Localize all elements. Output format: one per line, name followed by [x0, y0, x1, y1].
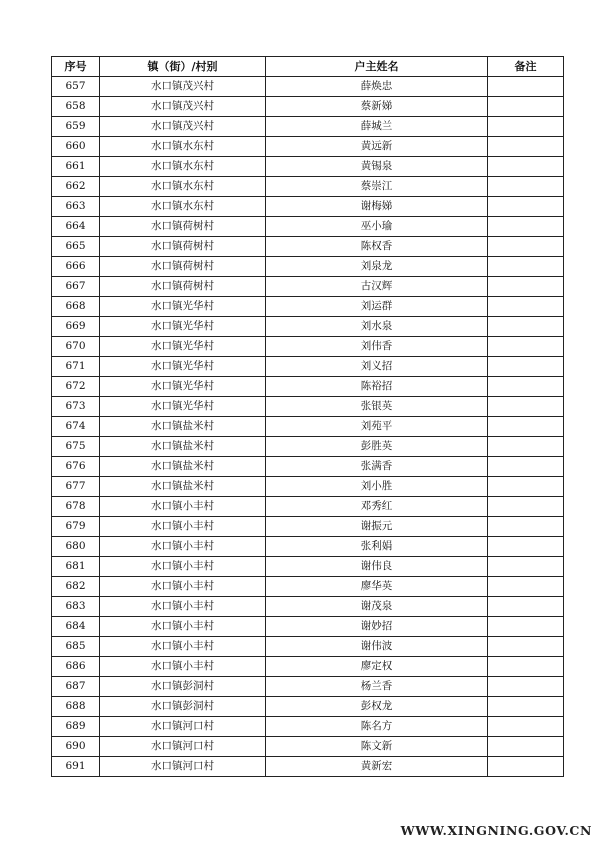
- cell-remarks: [488, 417, 564, 437]
- table-row: [52, 137, 564, 157]
- cell-householder-name: 陈权香: [266, 237, 488, 257]
- cell-householder-name: 张银英: [266, 397, 488, 417]
- cell-town-village: 水口镇光华村: [100, 297, 266, 317]
- table-row: [52, 177, 564, 197]
- cell-remarks: [488, 497, 564, 517]
- cell-serial-number: 660: [52, 137, 100, 157]
- cell-householder-name: 杨兰香: [266, 677, 488, 697]
- cell-serial-number: 687: [52, 677, 100, 697]
- cell-remarks: [488, 197, 564, 217]
- cell-town-village: 水口镇盐米村: [100, 437, 266, 457]
- cell-serial-number: 661: [52, 157, 100, 177]
- cell-town-village: 水口镇光华村: [100, 317, 266, 337]
- cell-remarks: [488, 717, 564, 737]
- cell-town-village: 水口镇彭洞村: [100, 697, 266, 717]
- cell-town-village: 水口镇荷树村: [100, 217, 266, 237]
- cell-remarks: [488, 77, 564, 97]
- cell-householder-name: 刘伟香: [266, 337, 488, 357]
- cell-serial-number: 673: [52, 397, 100, 417]
- table-row: [52, 357, 564, 377]
- cell-householder-name: 邓秀红: [266, 497, 488, 517]
- cell-remarks: [488, 137, 564, 157]
- cell-householder-name: 古汉辉: [266, 277, 488, 297]
- cell-town-village: 水口镇小丰村: [100, 497, 266, 517]
- header-remarks: 备注: [488, 57, 564, 77]
- cell-town-village: 水口镇光华村: [100, 357, 266, 377]
- cell-town-village: 水口镇茂兴村: [100, 117, 266, 137]
- table-row: [52, 737, 564, 757]
- household-table-container: [51, 56, 563, 777]
- cell-remarks: [488, 537, 564, 557]
- header-serial-number: 序号: [52, 57, 100, 77]
- table-row: [52, 377, 564, 397]
- cell-town-village: 水口镇光华村: [100, 377, 266, 397]
- cell-town-village: 水口镇盐米村: [100, 417, 266, 437]
- table-row: [52, 77, 564, 97]
- table-row: [52, 317, 564, 337]
- cell-remarks: [488, 357, 564, 377]
- table-row: [52, 237, 564, 257]
- cell-town-village: 水口镇盐米村: [100, 457, 266, 477]
- cell-remarks: [488, 157, 564, 177]
- cell-town-village: 水口镇小丰村: [100, 637, 266, 657]
- cell-serial-number: 681: [52, 557, 100, 577]
- cell-town-village: 水口镇荷树村: [100, 237, 266, 257]
- cell-town-village: 水口镇小丰村: [100, 617, 266, 637]
- cell-serial-number: 657: [52, 77, 100, 97]
- cell-serial-number: 663: [52, 197, 100, 217]
- table-row: [52, 697, 564, 717]
- header-householder-name: 户主姓名: [266, 57, 488, 77]
- cell-householder-name: 黄新宏: [266, 757, 488, 777]
- cell-serial-number: 669: [52, 317, 100, 337]
- cell-town-village: 水口镇水东村: [100, 177, 266, 197]
- cell-serial-number: 688: [52, 697, 100, 717]
- cell-householder-name: 陈文新: [266, 737, 488, 757]
- table-row: [52, 677, 564, 697]
- table-row: [52, 717, 564, 737]
- header-town-village: 镇（街）/村别: [100, 57, 266, 77]
- cell-town-village: 水口镇荷树村: [100, 257, 266, 277]
- cell-serial-number: 670: [52, 337, 100, 357]
- cell-householder-name: 廖定权: [266, 657, 488, 677]
- cell-serial-number: 667: [52, 277, 100, 297]
- footer-website: WWW.XINGNING.GOV.CN: [400, 823, 592, 838]
- cell-householder-name: 薛城兰: [266, 117, 488, 137]
- cell-serial-number: 659: [52, 117, 100, 137]
- cell-householder-name: 谢伟良: [266, 557, 488, 577]
- cell-remarks: [488, 477, 564, 497]
- cell-serial-number: 672: [52, 377, 100, 397]
- table-row: [52, 517, 564, 537]
- cell-householder-name: 刘泉龙: [266, 257, 488, 277]
- cell-remarks: [488, 437, 564, 457]
- table-row: [52, 157, 564, 177]
- cell-serial-number: 685: [52, 637, 100, 657]
- table-row: [52, 97, 564, 117]
- cell-remarks: [488, 757, 564, 777]
- cell-remarks: [488, 597, 564, 617]
- cell-serial-number: 690: [52, 737, 100, 757]
- cell-serial-number: 689: [52, 717, 100, 737]
- cell-town-village: 水口镇小丰村: [100, 657, 266, 677]
- cell-serial-number: 665: [52, 237, 100, 257]
- cell-remarks: [488, 237, 564, 257]
- cell-remarks: [488, 617, 564, 637]
- table-row: [52, 617, 564, 637]
- cell-serial-number: 684: [52, 617, 100, 637]
- cell-serial-number: 676: [52, 457, 100, 477]
- cell-remarks: [488, 377, 564, 397]
- cell-serial-number: 679: [52, 517, 100, 537]
- table-row: [52, 537, 564, 557]
- table-row: [52, 417, 564, 437]
- cell-remarks: [488, 637, 564, 657]
- table-row: [52, 457, 564, 477]
- cell-remarks: [488, 397, 564, 417]
- table-row: [52, 297, 564, 317]
- cell-serial-number: 678: [52, 497, 100, 517]
- cell-serial-number: 677: [52, 477, 100, 497]
- cell-serial-number: 668: [52, 297, 100, 317]
- cell-remarks: [488, 517, 564, 537]
- cell-town-village: 水口镇茂兴村: [100, 97, 266, 117]
- cell-serial-number: 671: [52, 357, 100, 377]
- cell-remarks: [488, 177, 564, 197]
- cell-householder-name: 陈裕招: [266, 377, 488, 397]
- cell-town-village: 水口镇小丰村: [100, 577, 266, 597]
- cell-remarks: [488, 337, 564, 357]
- cell-remarks: [488, 577, 564, 597]
- table-row: [52, 557, 564, 577]
- cell-serial-number: 683: [52, 597, 100, 617]
- cell-remarks: [488, 257, 564, 277]
- cell-householder-name: 刘小胜: [266, 477, 488, 497]
- cell-remarks: [488, 97, 564, 117]
- cell-serial-number: 674: [52, 417, 100, 437]
- cell-remarks: [488, 297, 564, 317]
- cell-remarks: [488, 697, 564, 717]
- cell-town-village: 水口镇光华村: [100, 337, 266, 357]
- cell-householder-name: 谢梅娣: [266, 197, 488, 217]
- cell-householder-name: 陈名方: [266, 717, 488, 737]
- cell-serial-number: 682: [52, 577, 100, 597]
- cell-householder-name: 蔡崇江: [266, 177, 488, 197]
- table-row: [52, 257, 564, 277]
- cell-householder-name: 刘水泉: [266, 317, 488, 337]
- table-header: [52, 57, 564, 77]
- cell-town-village: 水口镇小丰村: [100, 557, 266, 577]
- cell-remarks: [488, 277, 564, 297]
- cell-remarks: [488, 317, 564, 337]
- cell-householder-name: 薛焕忠: [266, 77, 488, 97]
- cell-householder-name: 谢振元: [266, 517, 488, 537]
- cell-remarks: [488, 457, 564, 477]
- table-row: [52, 397, 564, 417]
- cell-serial-number: 666: [52, 257, 100, 277]
- table-row: [52, 437, 564, 457]
- table-row: [52, 277, 564, 297]
- cell-town-village: 水口镇河口村: [100, 757, 266, 777]
- cell-householder-name: 谢妙招: [266, 617, 488, 637]
- cell-town-village: 水口镇小丰村: [100, 597, 266, 617]
- cell-householder-name: 彭胜英: [266, 437, 488, 457]
- cell-householder-name: 黄远新: [266, 137, 488, 157]
- cell-householder-name: 彭权龙: [266, 697, 488, 717]
- table-row: [52, 637, 564, 657]
- cell-remarks: [488, 117, 564, 137]
- table-body: [52, 77, 564, 777]
- table-row: [52, 117, 564, 137]
- cell-town-village: 水口镇光华村: [100, 397, 266, 417]
- cell-serial-number: 691: [52, 757, 100, 777]
- cell-town-village: 水口镇彭洞村: [100, 677, 266, 697]
- cell-town-village: 水口镇水东村: [100, 197, 266, 217]
- table-row: [52, 597, 564, 617]
- cell-serial-number: 680: [52, 537, 100, 557]
- cell-serial-number: 686: [52, 657, 100, 677]
- cell-serial-number: 662: [52, 177, 100, 197]
- cell-householder-name: 刘苑平: [266, 417, 488, 437]
- table-row: [52, 197, 564, 217]
- cell-remarks: [488, 557, 564, 577]
- cell-town-village: 水口镇河口村: [100, 717, 266, 737]
- cell-householder-name: 谢茂泉: [266, 597, 488, 617]
- table-row: [52, 657, 564, 677]
- cell-householder-name: 刘义招: [266, 357, 488, 377]
- cell-town-village: 水口镇荷树村: [100, 277, 266, 297]
- table-row: [52, 477, 564, 497]
- cell-town-village: 水口镇河口村: [100, 737, 266, 757]
- table-header-row: [52, 57, 564, 77]
- cell-town-village: 水口镇盐米村: [100, 477, 266, 497]
- table-row: [52, 217, 564, 237]
- cell-serial-number: 675: [52, 437, 100, 457]
- table-row: [52, 497, 564, 517]
- cell-householder-name: 谢伟波: [266, 637, 488, 657]
- cell-town-village: 水口镇小丰村: [100, 537, 266, 557]
- table-row: [52, 337, 564, 357]
- cell-remarks: [488, 677, 564, 697]
- cell-remarks: [488, 657, 564, 677]
- cell-serial-number: 658: [52, 97, 100, 117]
- cell-householder-name: 黄锡泉: [266, 157, 488, 177]
- cell-serial-number: 664: [52, 217, 100, 237]
- cell-town-village: 水口镇水东村: [100, 137, 266, 157]
- cell-householder-name: 刘运群: [266, 297, 488, 317]
- cell-householder-name: 张利娟: [266, 537, 488, 557]
- cell-town-village: 水口镇茂兴村: [100, 77, 266, 97]
- table-row: [52, 757, 564, 777]
- cell-town-village: 水口镇小丰村: [100, 517, 266, 537]
- cell-householder-name: 廖华英: [266, 577, 488, 597]
- cell-remarks: [488, 737, 564, 757]
- cell-householder-name: 张满香: [266, 457, 488, 477]
- cell-householder-name: 巫小瑜: [266, 217, 488, 237]
- cell-town-village: 水口镇水东村: [100, 157, 266, 177]
- household-table: [51, 56, 564, 777]
- cell-remarks: [488, 217, 564, 237]
- cell-householder-name: 蔡新娣: [266, 97, 488, 117]
- table-row: [52, 577, 564, 597]
